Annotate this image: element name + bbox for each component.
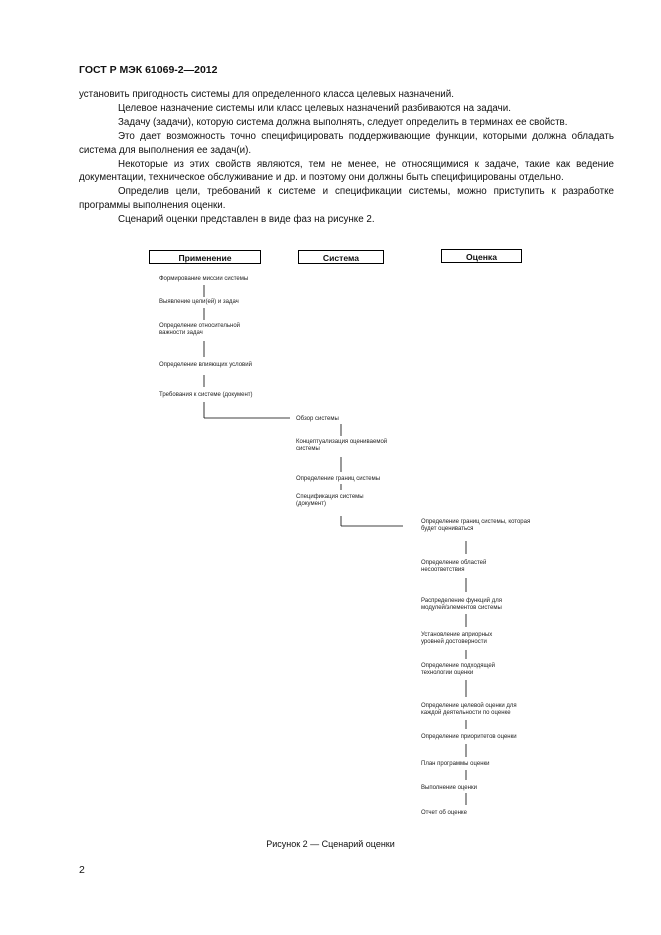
step-execution: Выполнение оценки [421,785,477,791]
paragraph: Это дает возможность точно специфицировать поддерживающие функции, которыми должна обладать система для выполнения ее задач(и). [79,130,614,156]
page-number: 2 [79,864,85,876]
step-system-boundaries: Определение границ системы [296,476,381,482]
step-requirements: Требования к системе (документ) [159,392,253,398]
paragraph: установить пригодность системы для определенного класса целевых назначений. [79,89,454,100]
paragraph: Некоторые из этих свойств являются, тем не менее, не относящимися к задаче, такие как ведение документации, техническое обслуживание и др. и поэтому они должны быть специфицированы отдельно. [79,158,614,184]
step-assessed-boundaries: Определение границ системы, которая будет оцениваться [421,519,531,533]
paragraph: Целевое назначение системы или класс целевых назначений разбиваются на задачи. [118,102,511,114]
figure-caption: Рисунок 2 — Сценарий оценки [266,839,395,849]
paragraph: Сценарий оценки представлен в виде фаз на рисунке 2. [118,214,375,226]
step-system-spec: Спецификация системы (документ) [296,494,364,508]
step-mission: Формирование миссии системы [159,276,249,282]
paragraph: Задачу (задачи), которую система должна выполнять, следует определить в терминах ее свойств. [118,116,568,128]
step-report: Отчет об оценке [421,810,467,816]
step-program-plan: План программы оценки [421,761,490,767]
step-goals: Выявление цели(ей) и задач [159,299,239,305]
column-header-system: Система [298,250,384,264]
paragraph: Определив цели, требований к системе и спецификации системы, можно приступить к разработке программы выполнения оценки. [79,186,614,212]
column-header-application: Применение [149,250,261,264]
step-target-assessment: Определение целевой оценки для каждой деятельности по оценке [421,703,517,717]
step-technology: Определение подходящей технологии оценки [421,663,496,677]
step-function-allocation: Распределение функций для модулей/элементов системы [421,598,502,612]
step-nonconformity: Определение областей несоответствия [421,560,487,574]
step-importance: Определение относительной важности задач [159,323,241,337]
step-conditions: Определение влияющих условий [159,362,252,368]
step-conceptualization: Концептуализация оцениваемой системы [296,439,388,453]
column-header-assessment: Оценка [441,249,522,263]
page-header: ГОСТ Р МЭК 61069-2—2012 [79,64,218,76]
step-confidence-levels: Установление априорных уровней достоверности [421,632,493,646]
step-system-review: Обзор системы [296,416,339,422]
step-priorities: Определение приоритетов оценки [421,734,517,740]
